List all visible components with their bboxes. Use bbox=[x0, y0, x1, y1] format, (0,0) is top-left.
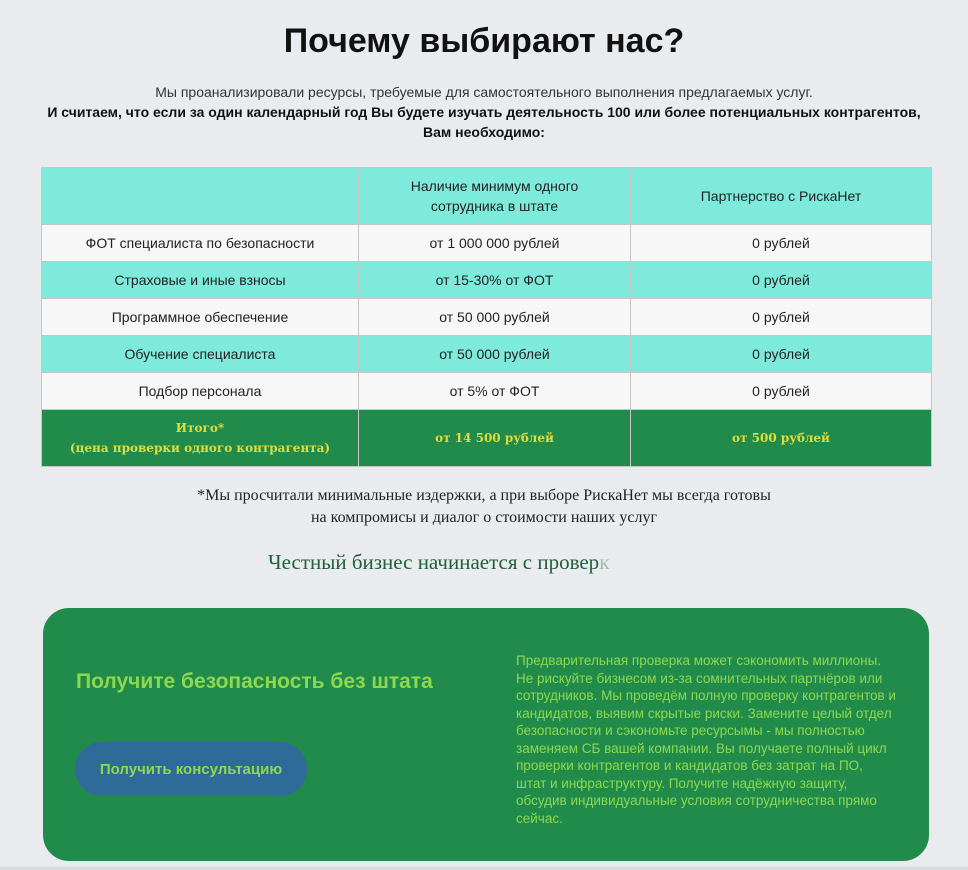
row-label: Программное обеспечение bbox=[42, 299, 359, 336]
intro-line-3: Вам необходимо: bbox=[423, 124, 545, 140]
row-partner-cost: 0 рублей bbox=[631, 225, 932, 262]
total-staff-cost: от 14 500 рублей bbox=[359, 410, 631, 467]
row-partner-cost: 0 рублей bbox=[631, 373, 932, 410]
footnote-line-1: *Мы просчитали минимальные издержки, а при выборе РискаНет мы всегда готовы bbox=[197, 487, 771, 504]
header-staff-line-2: сотрудника в штате bbox=[430, 198, 559, 214]
total-label-line-1: Итого* bbox=[175, 421, 225, 435]
table-row bbox=[42, 225, 932, 262]
table-row bbox=[42, 262, 932, 299]
total-label-line-2: (цена проверки одного контрагента) bbox=[69, 441, 331, 455]
intro-line-2: И считаем, что если за один календарный год Вы будете изучать деятельность 100 или более потенциальных контрагентов, bbox=[47, 104, 921, 120]
row-staff-cost: от 50 000 рублей bbox=[359, 299, 631, 336]
row-partner-cost: 0 рублей bbox=[631, 336, 932, 373]
table-row bbox=[42, 336, 932, 373]
slogan-faded-text: к bbox=[599, 550, 610, 574]
table-row bbox=[42, 373, 932, 410]
comparison-table bbox=[41, 167, 932, 467]
page-title: Почему выбирают нас? bbox=[283, 22, 685, 60]
cta-banner bbox=[43, 608, 929, 861]
table-header-row bbox=[42, 168, 932, 225]
total-partner-cost: от 500 рублей bbox=[631, 410, 932, 467]
header-cell-partner: Партнерство с РискаНет bbox=[631, 168, 932, 225]
slogan bbox=[268, 550, 609, 575]
header-cell-staff bbox=[359, 168, 631, 225]
header-staff-line-1: Наличие минимум одного bbox=[410, 178, 579, 194]
row-staff-cost: от 15-30% от ФОТ bbox=[359, 262, 631, 299]
slogan-text: Честный бизнес начинается с провер bbox=[268, 550, 600, 574]
cta-description: Предварительная проверка может сэкономить миллионы. Не рискуйте бизнесом из-за сомнительных партнёров или сотрудников. Мы проведём полную проверку контрагентов и кандидатов, выявим скрытые риски. Замените целый отдел безопасности и сэкономьте ресурсымы - мы полностью заменяем СБ вашей компании. Вы получаете полный цикл проверки контрагентов и кандидатов без затрат на ПО, штат и инфраструктуру. Получите надёжную защиту, обсудив индивидуальные условия сотрудничества прямо сейчас. bbox=[516, 653, 896, 826]
total-label bbox=[42, 410, 359, 467]
row-label: Обучение специалиста bbox=[42, 336, 359, 373]
row-label: Страховые и иные взносы bbox=[42, 262, 359, 299]
footnote-line-2: на компромисы и диалог о стоимости наших услуг bbox=[310, 509, 658, 526]
intro-line-1: Мы проанализировали ресурсы, требуемые для самостоятельного выполнения предлагаемых услуг. bbox=[155, 84, 813, 100]
row-partner-cost: 0 рублей bbox=[631, 299, 932, 336]
row-staff-cost: от 1 000 000 рублей bbox=[359, 225, 631, 262]
row-label: ФОТ специалиста по безопасности bbox=[42, 225, 359, 262]
row-partner-cost: 0 рублей bbox=[631, 262, 932, 299]
table-total-row bbox=[42, 410, 932, 467]
cta-title: Получите безопасность без штата bbox=[76, 670, 433, 693]
header-cell-empty bbox=[42, 168, 359, 225]
row-staff-cost: от 50 000 рублей bbox=[359, 336, 631, 373]
row-label: Подбор персонала bbox=[42, 373, 359, 410]
row-staff-cost: от 5% от ФОТ bbox=[359, 373, 631, 410]
table-row bbox=[42, 299, 932, 336]
footnote bbox=[0, 485, 968, 529]
intro-text bbox=[40, 82, 928, 142]
get-consultation-button[interactable]: Получить консультацию bbox=[75, 742, 307, 796]
